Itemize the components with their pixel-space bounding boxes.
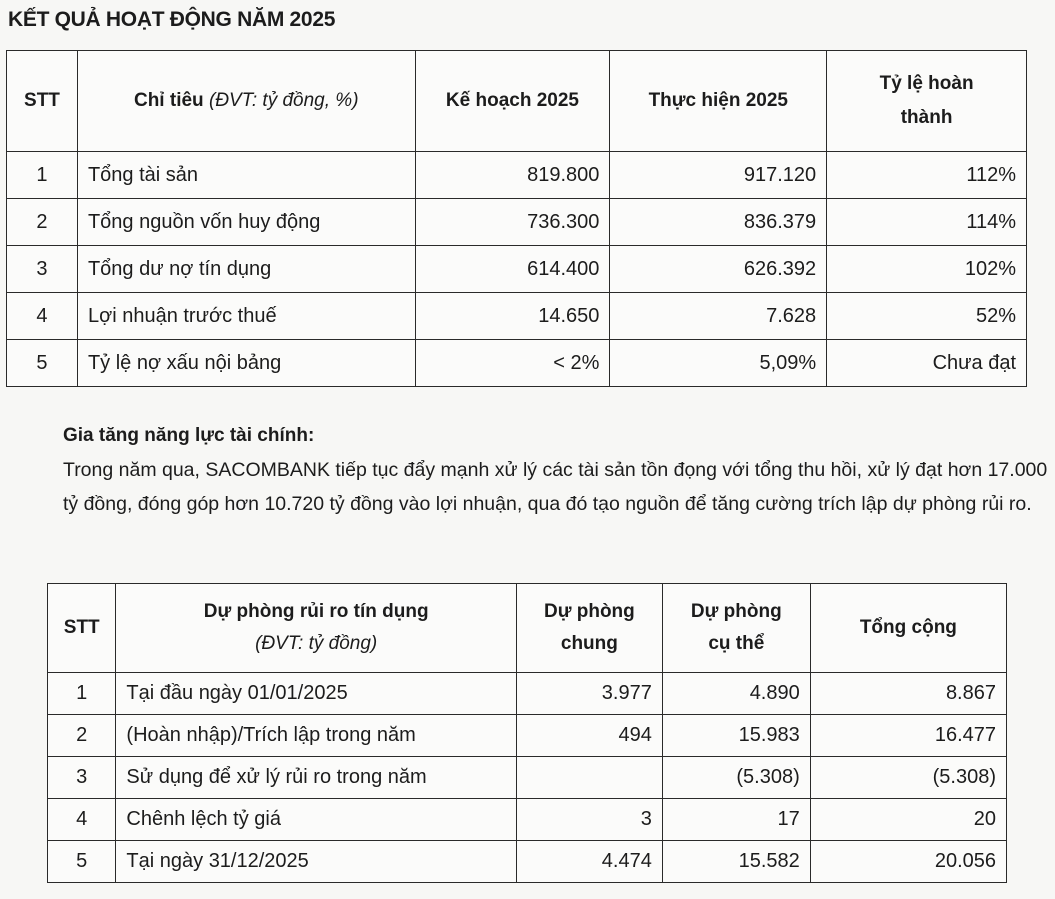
table-row: [7, 152, 1027, 199]
table-row: [48, 841, 1007, 883]
cell-actual: 626.392: [610, 246, 827, 293]
table-row: [7, 246, 1027, 293]
header-actual: Thực hiện 2025: [610, 51, 827, 152]
cell-plan: < 2%: [415, 340, 610, 387]
cell-item: Tại đầu ngày 01/01/2025: [116, 673, 517, 715]
cell-total: 20.056: [810, 841, 1006, 883]
cell-completion: 114%: [827, 199, 1027, 246]
cell-stt: 4: [7, 293, 78, 340]
cell-stt: 1: [7, 152, 78, 199]
table-row: [7, 293, 1027, 340]
performance-results-table: [6, 50, 1027, 387]
cell-stt: 5: [48, 841, 116, 883]
cell-total: 20: [810, 799, 1006, 841]
header-completion: [827, 51, 1027, 152]
section-paragraph: Trong năm qua, SACOMBANK tiếp tục đẩy mạnh xử lý các tài sản tồn đọng với tổng thu hồi, xử lý đạt hơn 17.000 tỷ đồng, đóng góp hơn 10.720 tỷ đồng vào lợi nhuận, qua đó tạo nguồn để tăng cường trích lập dự phòng rủi ro.: [63, 459, 1048, 515]
header-item: [116, 584, 517, 673]
cell-actual: 836.379: [610, 199, 827, 246]
cell-indicator: Tổng dư nợ tín dụng: [77, 246, 415, 293]
header-item-label: Dự phòng rủi ro tín dụng: [203, 601, 429, 622]
cell-total: 8.867: [810, 673, 1006, 715]
cell-stt: 3: [7, 246, 78, 293]
page-title: KẾT QUẢ HOẠT ĐỘNG NĂM 2025: [8, 8, 336, 31]
cell-completion: 112%: [827, 152, 1027, 199]
cell-total: (5.308): [810, 757, 1006, 799]
cell-specific: 17: [662, 799, 810, 841]
table-row: [48, 799, 1007, 841]
cell-plan: 614.400: [415, 246, 610, 293]
cell-specific: 4.890: [662, 673, 810, 715]
cell-total: 16.477: [810, 715, 1006, 757]
section-heading: Gia tăng năng lực tài chính:: [63, 425, 315, 446]
header-plan: Kế hoạch 2025: [415, 51, 610, 152]
cell-specific: 15.983: [662, 715, 810, 757]
cell-item: Chênh lệch tỷ giá: [116, 799, 517, 841]
cell-plan: 14.650: [415, 293, 610, 340]
header-specific-line1: Dự phòng: [690, 601, 782, 622]
cell-plan: 736.300: [415, 199, 610, 246]
cell-general: 4.474: [516, 841, 662, 883]
cell-item: (Hoàn nhập)/Trích lập trong năm: [116, 715, 517, 757]
table-row: [7, 340, 1027, 387]
table-row: [7, 199, 1027, 246]
header-completion-line2: thành: [900, 107, 953, 128]
cell-indicator: Lợi nhuận trước thuế: [77, 293, 415, 340]
header-indicator: [77, 51, 415, 152]
header-total: Tổng cộng: [810, 584, 1006, 673]
table-row: [48, 673, 1007, 715]
cell-stt: 2: [48, 715, 116, 757]
header-indicator-unit: (ĐVT: tỷ đồng, %): [208, 90, 359, 111]
table-row: [48, 715, 1007, 757]
cell-general: [516, 757, 662, 799]
table-header-row: [48, 584, 1007, 673]
header-indicator-label: Chỉ tiêu: [133, 90, 204, 111]
table-header-row: [7, 51, 1027, 152]
cell-actual: 917.120: [610, 152, 827, 199]
cell-stt: 2: [7, 199, 78, 246]
cell-completion: 102%: [827, 246, 1027, 293]
header-general-line2: chung: [560, 633, 618, 654]
cell-general: 3.977: [516, 673, 662, 715]
cell-stt: 1: [48, 673, 116, 715]
cell-completion: Chưa đạt: [827, 340, 1027, 387]
header-completion-line1: Tỷ lệ hoàn: [879, 73, 974, 94]
header-general-provision: [516, 584, 662, 673]
cell-specific: (5.308): [662, 757, 810, 799]
cell-completion: 52%: [827, 293, 1027, 340]
cell-stt: 4: [48, 799, 116, 841]
cell-general: 3: [516, 799, 662, 841]
cell-indicator: Tổng nguồn vốn huy động: [77, 199, 415, 246]
cell-indicator: Tổng tài sản: [77, 152, 415, 199]
header-stt: STT: [48, 584, 116, 673]
cell-general: 494: [516, 715, 662, 757]
table-row: [48, 757, 1007, 799]
header-general-line1: Dự phòng: [543, 601, 635, 622]
cell-indicator: Tỷ lệ nợ xấu nội bảng: [77, 340, 415, 387]
header-item-unit: (ĐVT: tỷ đồng): [255, 633, 378, 654]
cell-actual: 7.628: [610, 293, 827, 340]
cell-item: Tại ngày 31/12/2025: [116, 841, 517, 883]
cell-item: Sử dụng để xử lý rủi ro trong năm: [116, 757, 517, 799]
cell-specific: 15.582: [662, 841, 810, 883]
header-specific-provision: [662, 584, 810, 673]
header-specific-line2: cụ thể: [708, 633, 765, 654]
header-stt: STT: [7, 51, 78, 152]
cell-stt: 3: [48, 757, 116, 799]
credit-risk-provision-table: [47, 583, 1007, 883]
cell-plan: 819.800: [415, 152, 610, 199]
cell-stt: 5: [7, 340, 78, 387]
cell-actual: 5,09%: [610, 340, 827, 387]
